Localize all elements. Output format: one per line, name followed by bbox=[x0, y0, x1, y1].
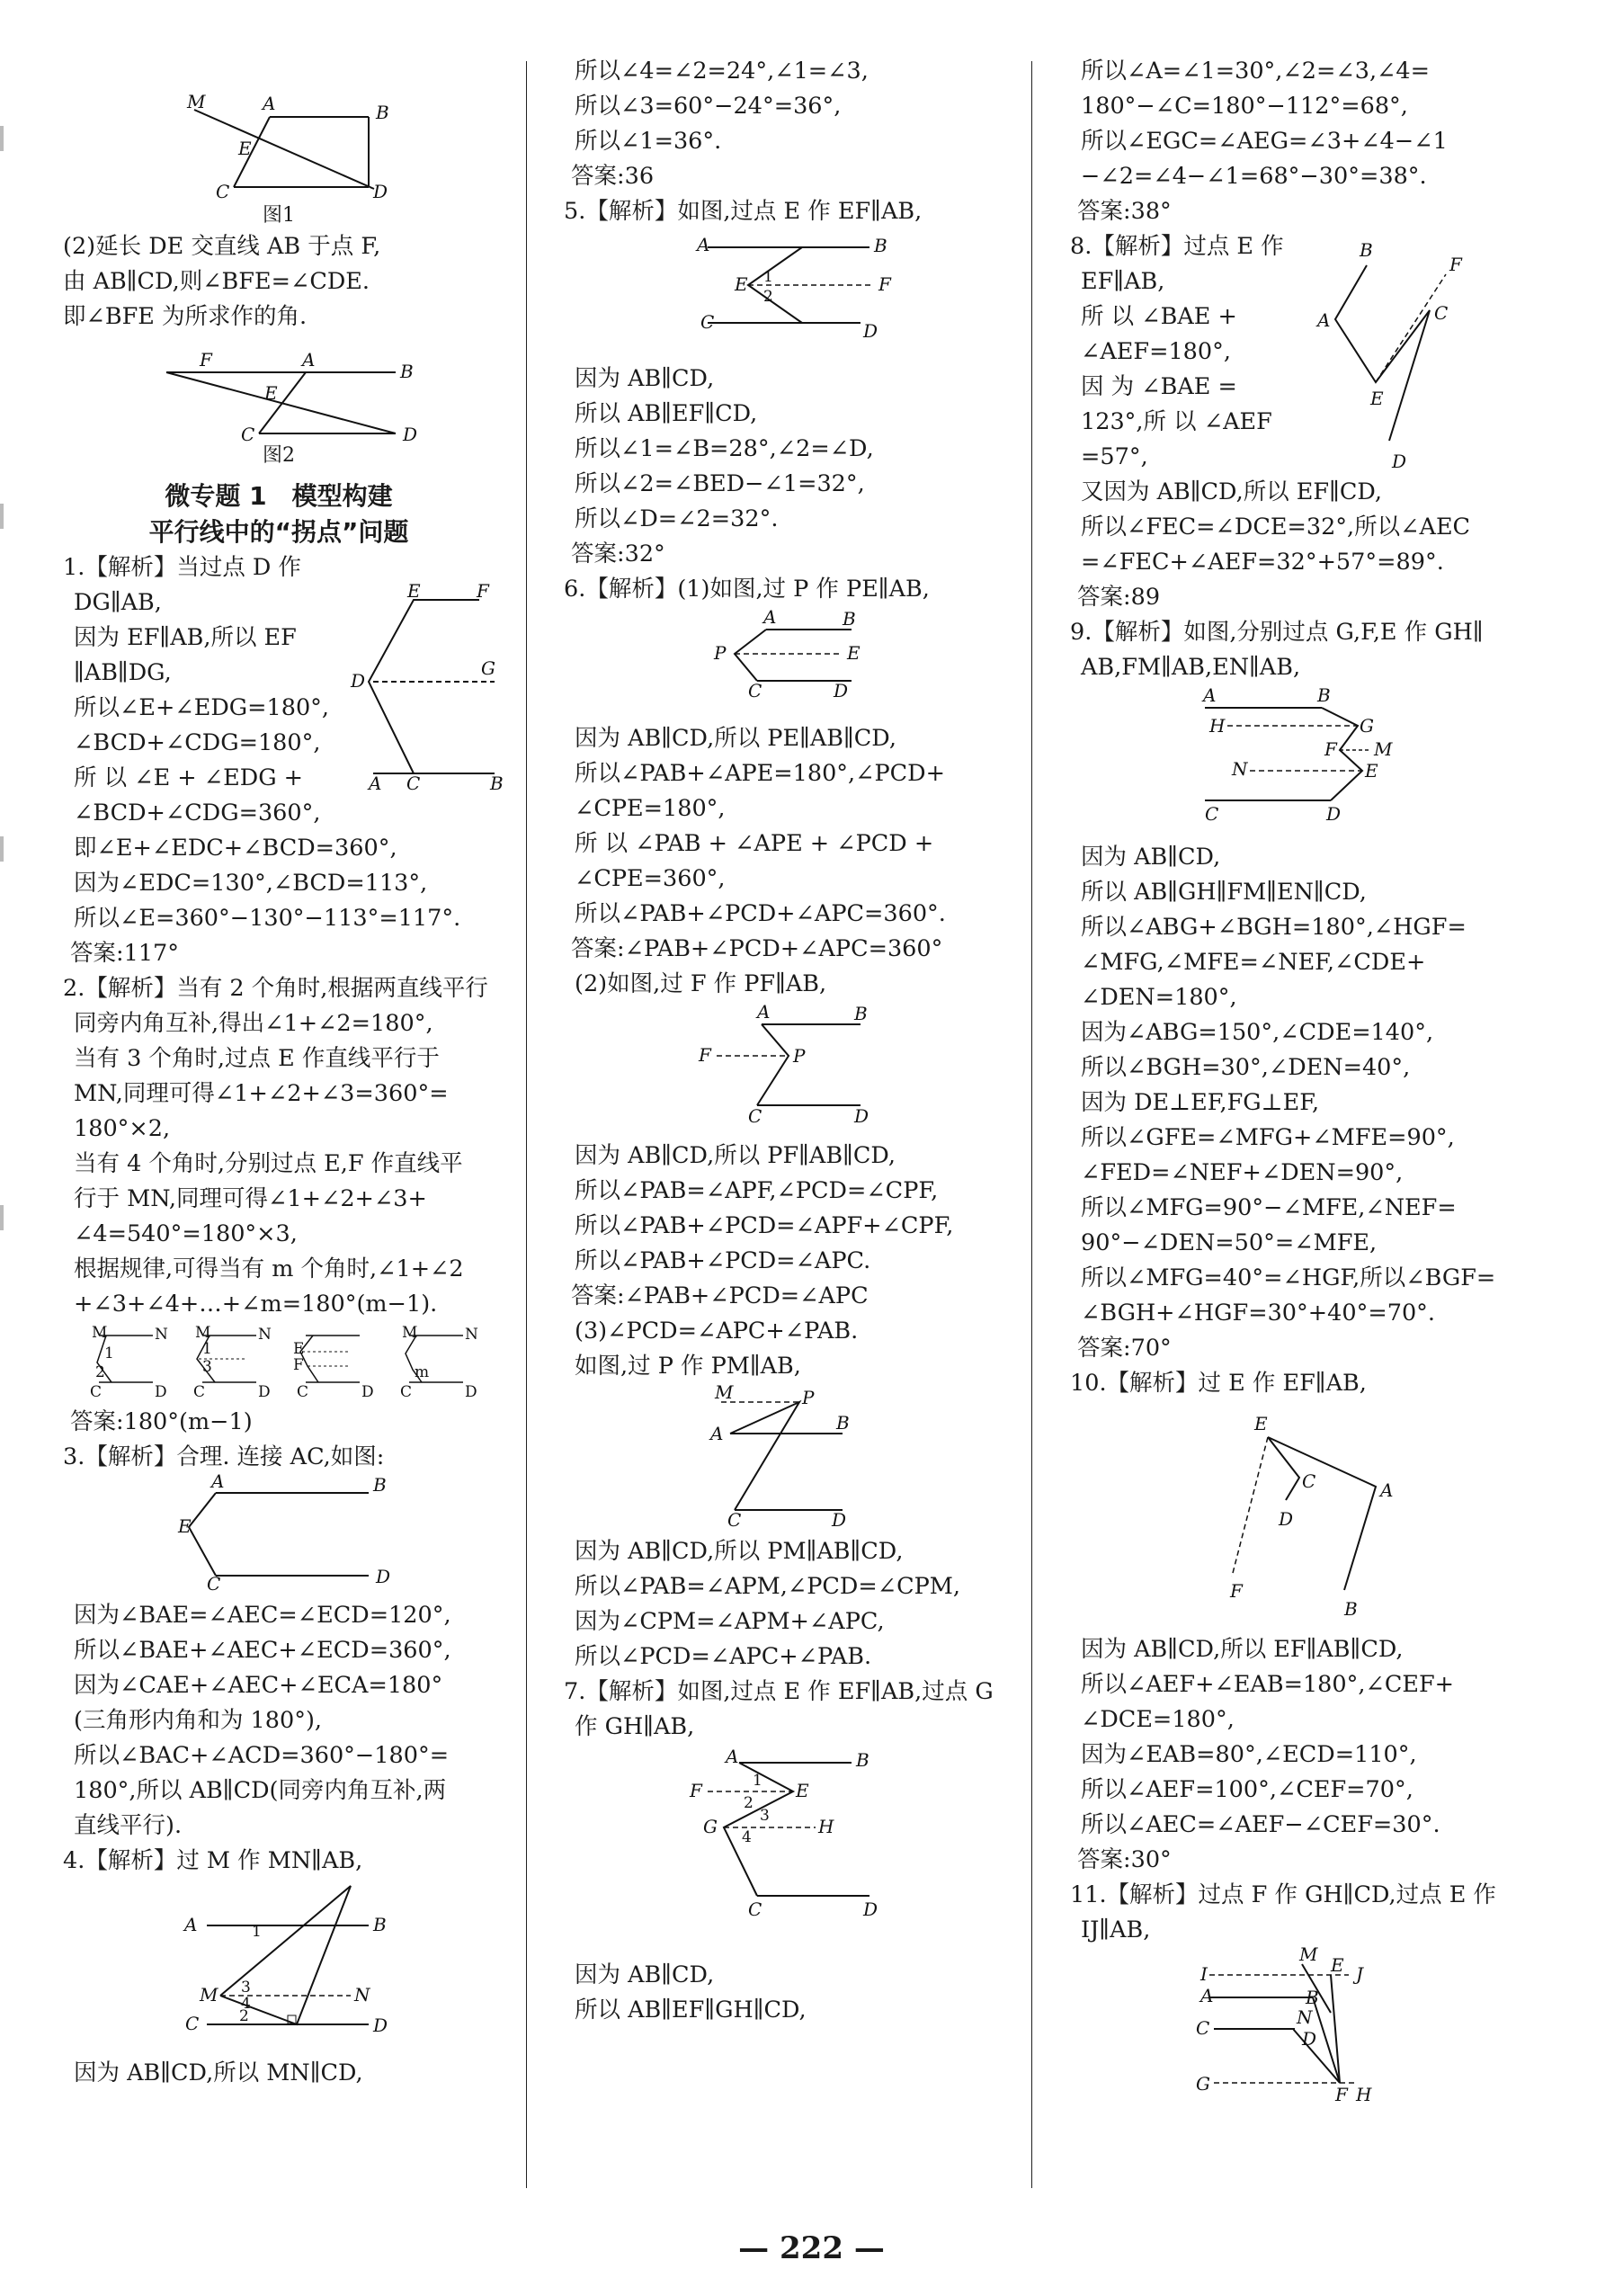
svg-text:E: E bbox=[1365, 760, 1378, 782]
text-line: 因为 AB∥CD,所以 EF∥AB∥CD, bbox=[1081, 1636, 1404, 1663]
svg-text:I: I bbox=[1200, 1963, 1208, 1985]
text-line: −∠2=∠4−∠1=68°−30°=38°. bbox=[1081, 163, 1427, 190]
svg-text:E: E bbox=[735, 273, 748, 295]
text-line: 6.【解析】(1)如图,过 P 作 PE∥AB, bbox=[564, 576, 930, 603]
question-4 bbox=[63, 1844, 495, 2091]
column-divider-2 bbox=[1031, 61, 1032, 2188]
question-3 bbox=[63, 1440, 495, 1844]
svg-text:C: C bbox=[90, 1383, 103, 1401]
text-line: 所以∠PAB+∠PCD+∠APC=360°. bbox=[575, 900, 946, 927]
text-line: EF∥AB, bbox=[1081, 268, 1165, 295]
column-1 bbox=[63, 54, 504, 2091]
svg-text:A: A bbox=[1380, 1479, 1394, 1501]
svg-text:D: D bbox=[1302, 2028, 1317, 2050]
text-line: 直线平行). bbox=[74, 1812, 183, 1839]
svg-text:2: 2 bbox=[239, 2007, 249, 2025]
svg-text:A: A bbox=[369, 773, 382, 794]
text-line: 3.【解析】合理. 连接 AC,如图: bbox=[63, 1443, 385, 1470]
question-4-diagram bbox=[63, 1879, 495, 2045]
text-line: ∠4=540°=180°×3, bbox=[74, 1220, 298, 1247]
svg-text:M: M bbox=[715, 1381, 734, 1403]
margin-mark bbox=[0, 836, 4, 862]
svg-text:C: C bbox=[193, 1383, 206, 1401]
svg-text:E: E bbox=[178, 1515, 192, 1537]
text-line: 所以 AB∥GH∥FM∥EN∥CD, bbox=[1081, 879, 1367, 906]
svg-text:M: M bbox=[402, 1324, 418, 1342]
section-title: 微专题 1 模型构建 bbox=[165, 481, 393, 511]
text-line: 所以∠E=360°−130°−113°=117°. bbox=[74, 905, 461, 932]
text-line: ∠BGH+∠HGF=30°+40°=70°. bbox=[1081, 1300, 1436, 1327]
svg-text:C: C bbox=[241, 424, 255, 445]
svg-text:D: D bbox=[1326, 803, 1342, 825]
svg-text:B: B bbox=[490, 773, 504, 794]
svg-text:3: 3 bbox=[760, 1807, 770, 1825]
text-line: 所以∠PAB+∠PCD=∠APF+∠CPF, bbox=[575, 1212, 954, 1239]
svg-text:D: D bbox=[834, 680, 849, 701]
svg-text:E: E bbox=[264, 382, 278, 404]
text-line: 所以∠PAB+∠PCD=∠APC. bbox=[575, 1247, 871, 1274]
svg-text:C: C bbox=[297, 1383, 309, 1401]
svg-text:G: G bbox=[1196, 2073, 1210, 2095]
svg-text:E: E bbox=[238, 138, 252, 159]
text-line: 即∠E+∠EDC+∠BCD=360°, bbox=[74, 835, 397, 862]
svg-text:E: E bbox=[407, 580, 421, 602]
svg-text:D: D bbox=[403, 424, 418, 445]
answer-line: 答案:∠PAB+∠PCD=∠APC bbox=[571, 1282, 869, 1309]
answer-line: 答案:32° bbox=[571, 540, 665, 567]
svg-text:C: C bbox=[748, 1898, 762, 1920]
text-line: 5.【解析】如图,过点 E 作 EF∥AB, bbox=[564, 198, 923, 225]
svg-text:B: B bbox=[836, 1412, 850, 1434]
text-line: 所以∠PAB=∠APF,∠PCD=∠CPF, bbox=[575, 1177, 939, 1204]
svg-text:M: M bbox=[200, 1984, 218, 2006]
svg-text:H: H bbox=[1209, 715, 1226, 737]
svg-text:F: F bbox=[293, 1356, 304, 1374]
svg-text:N: N bbox=[1232, 758, 1248, 780]
text-line: ∠DEN=180°, bbox=[1081, 984, 1237, 1011]
svg-text:2: 2 bbox=[744, 1794, 754, 1812]
text-line: =57°, bbox=[1081, 443, 1148, 470]
svg-text:C: C bbox=[1434, 302, 1449, 324]
text-line: 所以∠BGH=30°,∠DEN=40°, bbox=[1081, 1054, 1411, 1081]
svg-text:D: D bbox=[832, 1509, 847, 1531]
svg-text:A: A bbox=[211, 1470, 225, 1492]
svg-text:A: A bbox=[302, 349, 316, 371]
figure-2 bbox=[63, 335, 495, 469]
svg-text:G: G bbox=[703, 1816, 718, 1837]
text-line: 4.【解析】过 M 作 MN∥AB, bbox=[63, 1847, 363, 1874]
text-line: 因为 AB∥CD, bbox=[575, 1961, 715, 1988]
svg-text:D: D bbox=[863, 320, 878, 342]
svg-text:E: E bbox=[847, 642, 861, 664]
svg-text:D: D bbox=[351, 670, 366, 692]
svg-text:H: H bbox=[1356, 2084, 1372, 2105]
svg-text:B: B bbox=[1317, 684, 1331, 706]
svg-text:C: C bbox=[1302, 1470, 1316, 1492]
column-2 bbox=[564, 54, 1013, 2028]
text-line: 当有 4 个角时,分别过点 E,F 作直线平 bbox=[74, 1150, 463, 1177]
text-line: 所以∠PCD=∠APC+∠PAB. bbox=[575, 1643, 872, 1670]
svg-text:P: P bbox=[802, 1387, 815, 1408]
text-line: 因为∠CAE+∠AEC+∠ECA=180° bbox=[74, 1672, 443, 1699]
svg-text:D: D bbox=[373, 181, 388, 202]
svg-text:M: M bbox=[1374, 738, 1393, 760]
svg-text:N: N bbox=[465, 1326, 478, 1344]
svg-text:C: C bbox=[727, 1509, 742, 1531]
svg-text:A: A bbox=[1200, 1985, 1214, 2006]
figure-1-caption: 图1 bbox=[263, 204, 295, 227]
text-line: 因为 AB∥CD, bbox=[1081, 844, 1221, 871]
text-line: 因为 AB∥CD,所以 MN∥CD, bbox=[74, 2059, 363, 2086]
svg-text:F: F bbox=[699, 1044, 711, 1066]
question-2 bbox=[63, 971, 495, 1440]
text-line: 作 GH∥AB, bbox=[575, 1713, 695, 1740]
svg-text:A: A bbox=[763, 606, 777, 628]
svg-text:M: M bbox=[195, 1324, 211, 1342]
text-line: 9.【解析】如图,分别过点 G,F,E 作 GH∥ bbox=[1070, 619, 1484, 646]
svg-text:3: 3 bbox=[202, 1358, 212, 1376]
svg-text:D: D bbox=[373, 2015, 388, 2036]
text-line: 所以∠GFE=∠MFG+∠MFE=90°, bbox=[1081, 1124, 1455, 1151]
svg-text:D: D bbox=[1279, 1508, 1294, 1530]
text-line: ∠CPE=180°, bbox=[575, 795, 726, 822]
question-9-diagram bbox=[1070, 685, 1520, 829]
text-line: 因为 DE⊥EF,FG⊥EF, bbox=[1081, 1089, 1320, 1116]
svg-text:2: 2 bbox=[95, 1363, 105, 1381]
text-line: 当有 3 个角时,过点 E 作直线平行于 bbox=[74, 1045, 440, 1072]
text-line: 11.【解析】过点 F 作 GH∥CD,过点 E 作 bbox=[1070, 1881, 1496, 1908]
svg-text:G: G bbox=[1360, 715, 1374, 737]
text-line: 所以∠4=∠2=24°,∠1=∠3, bbox=[575, 58, 869, 85]
text-line: 所以 AB∥EF∥GH∥CD, bbox=[575, 1997, 807, 2024]
svg-text:F: F bbox=[690, 1780, 702, 1801]
text-line: 2.【解析】当有 2 个角时,根据两直线平行 bbox=[63, 975, 488, 1002]
question-8 bbox=[1070, 229, 1520, 615]
svg-text:J: J bbox=[1356, 1963, 1364, 1985]
text-line: (三角形内角和为 180°), bbox=[74, 1707, 323, 1734]
svg-text:A: A bbox=[710, 1423, 724, 1444]
svg-text:2: 2 bbox=[763, 288, 773, 306]
svg-text:M: M bbox=[1299, 1943, 1318, 1965]
svg-text:B: B bbox=[1344, 1598, 1358, 1620]
text-line: ∠FED=∠NEF+∠DEN=90°, bbox=[1081, 1159, 1404, 1186]
text-line: 所 以 ∠E + ∠EDG + bbox=[74, 764, 304, 791]
text-line: 所以∠MFG=40°=∠HGF,所以∠BGF= bbox=[1081, 1264, 1496, 1291]
text-line: 所以∠EGC=∠AEG=∠3+∠4−∠1 bbox=[1081, 128, 1448, 155]
svg-text:P: P bbox=[793, 1045, 806, 1067]
text-line: 因 为 ∠BAE = bbox=[1081, 373, 1237, 400]
text-line: 180°,所以 AB∥CD(同旁内角互补,两 bbox=[74, 1777, 447, 1804]
svg-text:F: F bbox=[200, 349, 212, 371]
paragraph-part2 bbox=[63, 229, 495, 335]
text-line: ∠BCD+∠CDG=180°, bbox=[74, 729, 321, 756]
svg-text:B: B bbox=[854, 1003, 868, 1024]
text-line: 所以∠E+∠EDG=180°, bbox=[74, 694, 330, 721]
text-line: 所 以 ∠BAE + bbox=[1081, 303, 1237, 330]
question-7-diagram bbox=[564, 1745, 1013, 1947]
svg-text:4: 4 bbox=[241, 1995, 251, 2013]
text-line: ∠DCE=180°, bbox=[1081, 1706, 1235, 1733]
text-line: 所以∠FEC=∠DCE=32°,所以∠AEC bbox=[1081, 514, 1471, 540]
svg-text:C: C bbox=[185, 2013, 200, 2034]
text-line: 由 AB∥CD,则∠BFE=∠CDE. bbox=[63, 268, 370, 295]
text-line: 因为∠EAB=80°,∠ECD=110°, bbox=[1081, 1741, 1417, 1768]
question-1-diagram bbox=[333, 550, 513, 794]
svg-text:C: C bbox=[1196, 2017, 1210, 2039]
question-6-diagram-3 bbox=[564, 1381, 1013, 1531]
text-line: MN,同理可得∠1+∠2+∠3=360°= bbox=[74, 1080, 449, 1107]
svg-text:B: B bbox=[373, 1474, 387, 1496]
svg-text:C: C bbox=[748, 680, 762, 701]
text-line: ∠MFG,∠MFE=∠NEF,∠CDE+ bbox=[1081, 949, 1426, 976]
svg-text:F: F bbox=[878, 273, 891, 295]
text-line: +∠3+∠4+…+∠m=180°(m−1). bbox=[74, 1291, 438, 1318]
text-line: 同旁内角互补,得出∠1+∠2=180°, bbox=[74, 1010, 433, 1037]
question-3-diagram bbox=[63, 1470, 495, 1595]
svg-text:C: C bbox=[700, 311, 715, 333]
question-7 bbox=[564, 1675, 1013, 2028]
question-10 bbox=[1070, 1366, 1520, 1878]
svg-text:E: E bbox=[293, 1340, 305, 1358]
text-line: 所以∠AEF+∠EAB=180°,∠CEF+ bbox=[1081, 1671, 1455, 1698]
text-line: 因为 EF∥AB,所以 EF bbox=[74, 624, 297, 651]
answer-line: 答案:30° bbox=[1077, 1846, 1172, 1873]
svg-text:C: C bbox=[216, 181, 230, 202]
svg-text:P: P bbox=[714, 642, 727, 664]
text-line: ∠BCD+∠CDG=360°, bbox=[74, 800, 321, 826]
svg-text:E: E bbox=[1370, 388, 1384, 409]
svg-text:C: C bbox=[748, 1105, 762, 1127]
answer-line: 答案:117° bbox=[70, 940, 180, 967]
svg-text:F: F bbox=[477, 580, 489, 602]
text-line: 所以∠A=∠1=30°,∠2=∠3,∠4= bbox=[1081, 58, 1431, 85]
text-line: 所 以 ∠PAB + ∠APE + ∠PCD + bbox=[575, 830, 934, 857]
svg-text:D: D bbox=[465, 1383, 477, 1401]
text-line: 所以∠BAC+∠ACD=360°−180°= bbox=[74, 1742, 450, 1769]
text-line: 所以∠3=60°−24°=36°, bbox=[575, 93, 842, 120]
column-divider-1 bbox=[526, 61, 527, 2188]
svg-text:B: B bbox=[1306, 1987, 1319, 2008]
svg-text:3: 3 bbox=[241, 1979, 251, 1997]
svg-text:C: C bbox=[400, 1383, 413, 1401]
svg-text:H: H bbox=[818, 1816, 834, 1837]
text-line: 180°×2, bbox=[74, 1115, 171, 1142]
text-line: 所以∠PAB=∠APM,∠PCD=∠CPM, bbox=[575, 1573, 960, 1600]
svg-text:D: D bbox=[361, 1383, 374, 1401]
text-line: 根据规律,可得当有 m 个角时,∠1+∠2 bbox=[74, 1255, 464, 1282]
column-3 bbox=[1070, 54, 1520, 2121]
text-line: 因为 AB∥CD,所以 PF∥AB∥CD, bbox=[575, 1142, 896, 1169]
question-6-diagram-1 bbox=[564, 607, 1013, 710]
svg-text:m: m bbox=[415, 1363, 430, 1381]
svg-text:1: 1 bbox=[202, 1340, 212, 1358]
text-line: 所以∠BAE+∠AEC+∠ECD=360°, bbox=[74, 1637, 451, 1664]
question-2-diagrams bbox=[63, 1322, 495, 1401]
text-line: 10.【解析】过 E 作 EF∥AB, bbox=[1070, 1370, 1367, 1397]
svg-text:D: D bbox=[854, 1105, 869, 1127]
question-4-continued bbox=[564, 54, 1013, 194]
text-line: 90°−∠DEN=50°=∠MFE, bbox=[1081, 1229, 1378, 1256]
answer-line: 答案:38° bbox=[1077, 198, 1172, 225]
text-line: 因为 AB∥CD,所以 PE∥AB∥CD, bbox=[575, 725, 896, 752]
svg-text:D: D bbox=[863, 1898, 878, 1920]
svg-text:D: D bbox=[155, 1383, 167, 1401]
text-line: AB,FM∥AB,EN∥AB, bbox=[1081, 654, 1301, 681]
answer-line: 答案:180°(m−1) bbox=[70, 1408, 253, 1435]
question-11-diagram bbox=[1070, 1943, 1520, 2110]
answer-line: 答案:∠PAB+∠PCD+∠APC=360° bbox=[571, 935, 943, 962]
margin-mark bbox=[0, 504, 4, 529]
text-line: 所以∠AEC=∠AEF−∠CEF=30°. bbox=[1081, 1811, 1440, 1838]
svg-text:A: A bbox=[1203, 684, 1217, 706]
text-line: 又因为 AB∥CD,所以 EF∥CD, bbox=[1081, 478, 1383, 505]
text-line: (3)∠PCD=∠APC+∠PAB. bbox=[575, 1318, 859, 1345]
text-line: 即∠BFE 为所求作的角. bbox=[63, 303, 308, 330]
margin-mark bbox=[0, 1205, 4, 1230]
svg-text:A: A bbox=[726, 1746, 739, 1767]
text-line: 因为∠BAE=∠AEC=∠ECD=120°, bbox=[74, 1602, 451, 1629]
answer-line: 答案:89 bbox=[1077, 584, 1161, 611]
question-5 bbox=[564, 194, 1013, 572]
svg-text:A: A bbox=[697, 234, 710, 255]
svg-text:G: G bbox=[481, 657, 495, 679]
svg-text:1: 1 bbox=[763, 268, 773, 286]
svg-text:B: B bbox=[376, 102, 389, 123]
svg-text:D: D bbox=[1392, 451, 1407, 472]
svg-text:N: N bbox=[155, 1326, 168, 1344]
text-line: (2)如图,过 F 作 PF∥AB, bbox=[575, 970, 827, 997]
text-line: 行于 MN,同理可得∠1+∠2+∠3+ bbox=[74, 1185, 427, 1212]
text-line: 123°,所 以 ∠AEF bbox=[1081, 408, 1272, 435]
page-number: — 222 — bbox=[738, 2230, 885, 2266]
question-6-diagram-2 bbox=[564, 1002, 1013, 1128]
question-6 bbox=[564, 572, 1013, 1675]
svg-text:D: D bbox=[258, 1383, 271, 1401]
text-line: 所以∠PAB+∠APE=180°,∠PCD+ bbox=[575, 760, 945, 787]
svg-text:E: E bbox=[1254, 1413, 1268, 1434]
text-line: 因为 AB∥CD, bbox=[575, 365, 715, 392]
svg-text:B: B bbox=[856, 1749, 869, 1771]
text-line: 180°−∠C=180°−112°=68°, bbox=[1081, 93, 1408, 120]
text-line: ∠CPE=360°, bbox=[575, 865, 726, 892]
svg-text:F: F bbox=[1324, 738, 1337, 760]
svg-text:M: M bbox=[187, 91, 206, 112]
answer-line: 答案:36 bbox=[571, 163, 655, 190]
text-line: 1.【解析】当过点 D 作 bbox=[63, 554, 301, 581]
figure-2-diagram bbox=[63, 335, 495, 445]
text-line: =∠FEC+∠AEF=32°+57°=89°. bbox=[1081, 549, 1444, 576]
svg-text:1: 1 bbox=[104, 1345, 114, 1362]
svg-text:D: D bbox=[376, 1566, 391, 1587]
svg-text:A: A bbox=[757, 1001, 771, 1023]
svg-text:A: A bbox=[1317, 309, 1331, 331]
figure-1-diagram bbox=[63, 54, 495, 202]
text-line: 所以∠1=∠B=28°,∠2=∠D, bbox=[575, 435, 874, 462]
answer-line: 答案:70° bbox=[1077, 1335, 1172, 1362]
svg-text:F: F bbox=[1449, 254, 1462, 275]
text-line: 因为∠CPM=∠APM+∠APC, bbox=[575, 1608, 885, 1635]
text-line: IJ∥AB, bbox=[1081, 1916, 1151, 1943]
svg-text:F: F bbox=[1335, 2084, 1348, 2105]
svg-text:C: C bbox=[207, 1573, 221, 1595]
svg-text:E: E bbox=[796, 1780, 809, 1801]
margin-mark bbox=[0, 126, 4, 151]
svg-text:C: C bbox=[1205, 803, 1219, 825]
text-line: 7.【解析】如图,过点 E 作 EF∥AB,过点 G bbox=[564, 1678, 994, 1705]
text-line: (2)延长 DE 交直线 AB 于点 F, bbox=[63, 233, 381, 260]
svg-text:1: 1 bbox=[252, 1923, 262, 1941]
question-8-diagram bbox=[1313, 229, 1493, 472]
text-line: 所以∠D=∠2=32°. bbox=[575, 505, 779, 532]
question-7-continued bbox=[1070, 54, 1520, 229]
svg-text:N: N bbox=[258, 1326, 272, 1344]
svg-text:A: A bbox=[263, 93, 276, 114]
text-line: 因为 AB∥CD,所以 PM∥AB∥CD, bbox=[575, 1538, 904, 1565]
text-line: 所以∠MFG=90°−∠MFE,∠NEF= bbox=[1081, 1194, 1457, 1221]
svg-text:A: A bbox=[184, 1914, 198, 1935]
svg-text:N: N bbox=[354, 1984, 370, 2006]
text-line: 所以 AB∥EF∥CD, bbox=[575, 400, 758, 427]
text-line: ∥AB∥DG, bbox=[74, 659, 172, 686]
figure-2-caption: 图2 bbox=[263, 444, 295, 467]
text-line: 所以∠1=36°. bbox=[575, 128, 722, 155]
svg-text:B: B bbox=[1360, 239, 1373, 261]
svg-text:4: 4 bbox=[742, 1828, 752, 1846]
text-line: 所以∠ABG+∠BGH=180°,∠HGF= bbox=[1081, 914, 1467, 941]
question-11 bbox=[1070, 1878, 1520, 2121]
question-1 bbox=[63, 550, 504, 971]
svg-text:M: M bbox=[92, 1324, 108, 1342]
text-line: 所以∠2=∠BED−∠1=32°, bbox=[575, 470, 865, 497]
text-line: 因为∠EDC=130°,∠BCD=113°, bbox=[74, 870, 428, 897]
text-line: 如图,过 P 作 PM∥AB, bbox=[575, 1353, 801, 1380]
question-10-diagram bbox=[1070, 1401, 1520, 1621]
svg-text:B: B bbox=[373, 1914, 387, 1935]
text-line: 因为∠ABG=150°,∠CDE=140°, bbox=[1081, 1019, 1434, 1046]
question-9 bbox=[1070, 615, 1520, 1366]
section-subtitle: 平行线中的“拐点”问题 bbox=[148, 517, 409, 547]
svg-text:N: N bbox=[1297, 2006, 1313, 2028]
svg-text:C: C bbox=[406, 773, 421, 794]
svg-text:F: F bbox=[1230, 1580, 1243, 1602]
svg-text:1: 1 bbox=[753, 1772, 762, 1790]
svg-text:E: E bbox=[1331, 1954, 1344, 1976]
svg-text:B: B bbox=[843, 608, 856, 630]
svg-text:B: B bbox=[874, 235, 887, 256]
figure-1 bbox=[63, 54, 495, 229]
question-5-diagram bbox=[564, 229, 1013, 351]
text-line: DG∥AB, bbox=[74, 589, 162, 616]
text-line: 所以∠AEF=100°,∠CEF=70°, bbox=[1081, 1776, 1413, 1803]
text-line: 8.【解析】过点 E 作 bbox=[1070, 233, 1284, 260]
svg-text:B: B bbox=[400, 361, 414, 382]
text-line: ∠AEF=180°, bbox=[1081, 338, 1231, 365]
